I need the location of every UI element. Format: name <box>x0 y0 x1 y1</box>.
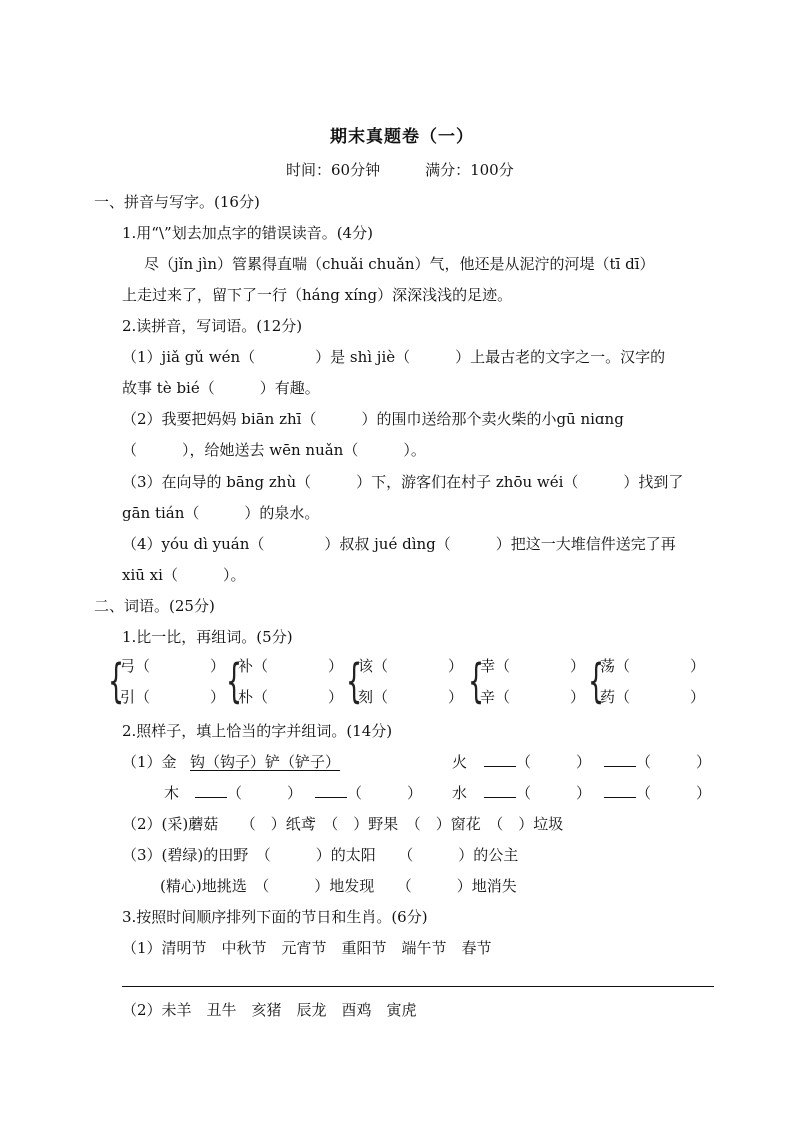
brace-icon: { <box>588 654 605 708</box>
blank-paren: （ ） <box>516 753 592 771</box>
brace-icon: { <box>468 654 485 708</box>
blank-line <box>195 783 227 803</box>
radical-wood: 木 <box>164 784 180 802</box>
blank-paren: （ ） <box>516 784 592 802</box>
question-1-2-1-line2: 故事 tè bié（ ）有趣。 <box>122 379 320 397</box>
question-2-2-2: （2）(采)蘑菇 （ ）纸鸢 （ ）野果 （ ）窗花 （ ）垃圾 <box>122 815 564 833</box>
blank-paren: （ ） <box>636 784 712 802</box>
question-1-2-1-line1: （1）jiǎ gǔ wén（ ）是 shì jiè（ ）上最古老的文字之一。汉字的 <box>122 348 666 366</box>
question-1-1-text-line1: 尽（jǐn jìn）管累得直喘（chuǎi chuǎn）气，他还是从泥泞的河堤（tī dī） <box>144 255 655 273</box>
blank-line <box>604 783 636 803</box>
pair-top: 荡（ ） <box>600 657 706 675</box>
exam-info: 时间：60分钟 满分：100分 <box>286 161 514 179</box>
brace-icon: { <box>346 654 363 708</box>
brace-icon: { <box>108 654 125 708</box>
pair-top: 幸（ ） <box>480 657 586 675</box>
question-1-2-3-line2: gān tián（ ）的泉水。 <box>122 504 320 522</box>
blank-paren: （ ） <box>227 784 303 802</box>
blank-line <box>604 752 636 772</box>
pair-top: 该（ ） <box>358 657 464 675</box>
question-1-2-2-line2: （ ），给她送去 wēn nuǎn（ ）。 <box>122 441 426 459</box>
question-2-2-1-example: 钩（钩子）铲（铲子） <box>190 753 341 771</box>
question-2-2-1-label: （1）金 <box>122 753 177 771</box>
question-2-2-3-line2: (精心)地挑选 （ ）地发现 （ ）地消失 <box>160 877 517 895</box>
radical-water: 水 <box>452 784 468 802</box>
pair-bottom: 引（ ） <box>120 688 226 706</box>
blank-paren: （ ） <box>347 784 423 802</box>
blank-line <box>315 783 347 803</box>
pair-bottom: 朴（ ） <box>238 688 344 706</box>
blank-paren: （ ） <box>636 753 712 771</box>
brace-icon: { <box>226 654 243 708</box>
answer-line <box>122 986 714 987</box>
question-2-2-3-line1: （3）(碧绿)的田野 （ ）的太阳 （ ）的公主 <box>122 846 519 864</box>
blank-line <box>484 752 516 772</box>
question-1-2: 2.读拼音，写词语。(12分) <box>122 317 303 335</box>
section-2-heading: 二、词语。(25分) <box>94 597 215 615</box>
question-2-2: 2.照样子，填上恰当的字并组词。(14分) <box>122 722 393 740</box>
question-2-3-1: （1）清明节 中秋节 元宵节 重阳节 端午节 春节 <box>122 939 492 957</box>
radical-fire: 火 <box>452 753 468 771</box>
question-1-1-text-line2: 上走过来了，留下了一行（háng xíng）深深浅浅的足迹。 <box>122 286 513 304</box>
page-title: 期末真题卷（一） <box>330 127 474 147</box>
blank-line <box>484 783 516 803</box>
question-2-3: 3.按照时间顺序排列下面的节日和生肖。(6分) <box>122 908 428 926</box>
question-1-2-4-line1: （4）yóu dì yuán（ ）叔叔 jué dìng（ ）把这一大堆信件送完了再 <box>122 535 676 553</box>
question-1-2-2-line1: （2）我要把妈妈 biān zhī（ ）的围巾送给那个卖火柴的小gū niɑng <box>122 410 624 428</box>
pair-top: 弓（ ） <box>120 657 226 675</box>
pair-bottom: 辛（ ） <box>480 688 586 706</box>
question-2-1: 1.比一比，再组词。(5分) <box>122 628 293 646</box>
section-1-heading: 一、拼音与写字。(16分) <box>94 193 260 211</box>
pair-top: 补（ ） <box>238 657 344 675</box>
pair-bottom: 药（ ） <box>600 688 706 706</box>
question-1-1: 1.用“\”划去加点字的错误读音。(4分) <box>122 224 373 242</box>
question-1-2-3-line1: （3）在向导的 bāng zhù（ ）下，游客们在村子 zhōu wéi（ ）找到了 <box>122 473 684 491</box>
question-1-2-4-line2: xiū xi（ ）。 <box>122 566 246 584</box>
question-2-3-2: （2）未羊 丑牛 亥猪 辰龙 酉鸡 寅虎 <box>122 1001 417 1019</box>
pair-bottom: 刻（ ） <box>358 688 464 706</box>
